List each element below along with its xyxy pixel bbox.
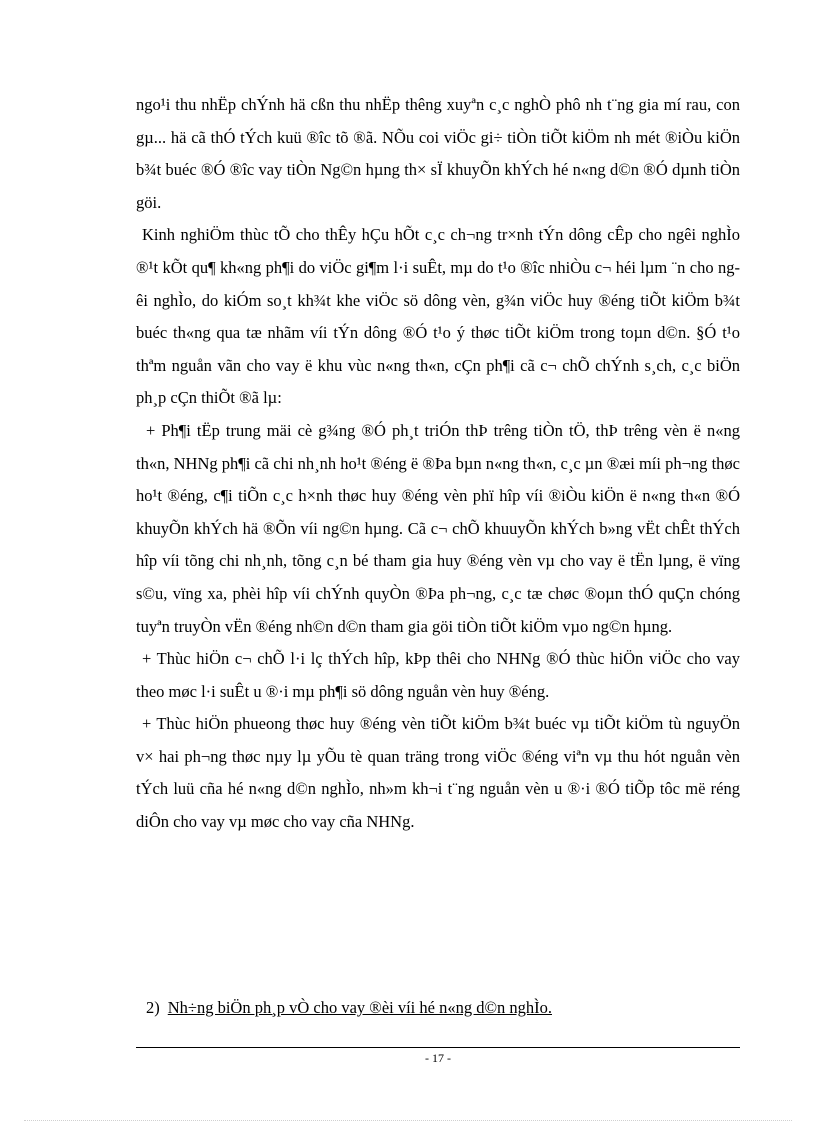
paragraph-intro: ngo¹i thu nhËp chÝnh hä cßn thu nhËp thêng xuyªn c¸c nghÒ phô nh t¨ng gia mí rau, con gµ... hä cã thÓ tÝch kuü ®îc tõ ®ã. NÕu coi viÖc gi÷ tiÒn tiÕt kiÖm nh mét ®iÒu kiÖn b¾t buéc ®Ó ®îc vay tiÒn Ng©n hµng th× sÏ khuyÕn khÝch hé n«ng d©n ®Ó dµnh tiÒn göi. bbox=[136, 95, 740, 212]
section-number: 2) bbox=[146, 998, 160, 1017]
paragraph-savings-method: + Thùc hiÖn phueong thøc huy ®éng vèn tiÕt kiÖm b¾t buéc vµ tiÕt kiÖm tù nguyÖn v× hai ph¬ng thøc nµy lµ yÕu tè quan träng trong viÖc ®éng viªn vµ thu hót nguån vèn tÝch luü cña hé n«ng d©n nghÌo, nh»m kh¬i t¨ng nguån vèn u ®·i ®Ó tiÕp tôc më réng diÔn cho vay vµ møc cho vay cña NHNg. bbox=[136, 714, 740, 832]
paragraph-experience: Kinh nghiÖm thùc tÕ cho thÊy hÇu hÕt c¸c ch¬ng tr×nh tÝn dông cÊp cho ngêi nghÌo ®¹t kÕt qu¶ kh«ng ph¶i do viÖc gi¶m l·i suÊt, mµ do t¹o ®îc nhiÒu c¬ héi lµm ¨n cho ngêi nghÌo, do kiÓm so¸t kh¾t khe viÖc sö dông vèn, g¾n viÖc huy ®éng tiÕt kiÖm b¾t buéc th«ng qua tæ nhãm víi tÝn dông ®Ó t¹o ý thøc tiÕt kiÖm trong toµn d©n. §Ó t¹o thªm nguån vãn cho vay ë khu vùc n«ng th«n, cÇn ph¶i cã c¬ chÕ chÝnh s¸ch, c¸c biÖn ph¸p cÇn thiÕt ®ã lµ: bbox=[136, 225, 740, 408]
page-number: - 17 - bbox=[425, 1051, 451, 1065]
section-heading bbox=[146, 994, 740, 1022]
document-body bbox=[136, 89, 740, 839]
paragraph-market-measure: + Ph¶i tËp trung mäi cè g¾ng ®Ó ph¸t triÓn thÞ trêng tiÒn tÖ, thÞ trêng vèn ë n«ng th«n, NHNg ph¶i cã chi nh¸nh ho¹t ®éng ë ®Þa bµn n«ng th«n, c¸c µn ®æi míi ph¬ng thøc ho¹t ®éng, c¶i tiÕn c¸c h×nh thøc huy ®éng vèn phï hîp víi ®iÒu kiÖn ë n«ng th«n ®Ó khuyÕn khÝch hä ®Õn víi ng©n hµng. Cã c¬ chÕ khuuyÕn khÝch b»ng vËt chÊt thÝch hîp víi tõng chi nh¸nh, tõng c¸n bé tham gia huy ®éng vèn vµ cho vay ë tËn lµng, ë vïng s©u, vïng xa, phèi hîp víi chÝnh quyÒn ®Þa ph¬ng, c¸c tæ chøc ®oµn thÓ quÇn chóng tuyªn truyÒn vËn ®éng nh©n d©n tham gia göi tiÒn tiÕt kiÖm vµo ng©n hµng. bbox=[136, 420, 740, 636]
paragraph-interest-mechanism: + Thùc hiÖn c¬ chÕ l·i lç thÝch hîp, kÞp thêi cho NHNg ®Ó thùc hiÖn viÖc cho vay theo møc l·i suÊt u ®·i mµ ph¶i sö dông nguån vèn huy ®éng. bbox=[136, 649, 740, 701]
section-title: Nh÷ng biÖn ph¸p vÒ cho vay ®èi víi hé n«ng d©n nghÌo. bbox=[167, 998, 552, 1017]
page-bottom-edge bbox=[24, 1120, 792, 1121]
footer-divider bbox=[136, 1047, 740, 1048]
